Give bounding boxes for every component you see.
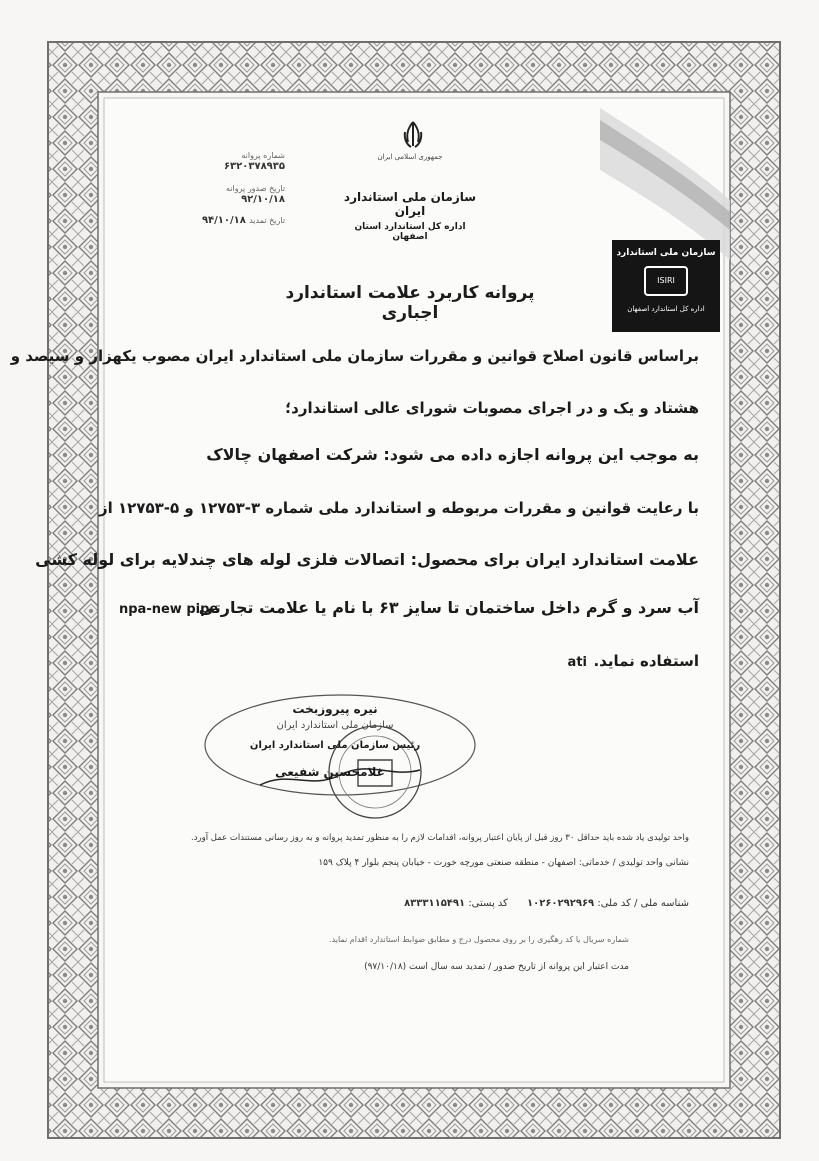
standard-seal bbox=[612, 240, 720, 332]
renew-date-value: ۹۴/۱۰/۱۸ bbox=[201, 215, 246, 226]
footer-address: نشانی واحد تولیدی / خدماتی: اصفهان - منطقه صنعتی مورچه خورت - خیابان پنجم بلوار ۴ پلاک ۱۵۹ bbox=[318, 858, 689, 868]
iran-emblem-icon bbox=[396, 118, 430, 152]
body-line-3: به موجب این پروانه اجازه داده می شود: شرکت اصفهان چالاک bbox=[206, 445, 699, 464]
postal-code-value: ۸۳۳۳۱۱۵۴۹۱ bbox=[404, 898, 466, 909]
seal-top-text: سازمان ملی استاندارد bbox=[616, 248, 716, 258]
renew-date bbox=[180, 215, 285, 226]
footer-note: واحد تولیدی یاد شده باید حداقل ۳۰ روز قبل از پایان اعتبار پروانه، اقدامات لازم را به منظور تمدید پروانه و به روز رسانی مستندات عمل آورد. bbox=[191, 833, 689, 843]
body-line-4: با رعایت قوانین و مقررات مربوطه و استاندارد ملی شماره ۳-۱۲۷۵۳ و ۵-۱۲۷۵۳ از bbox=[99, 499, 699, 517]
seal-logo-icon bbox=[644, 266, 688, 296]
national-id-label: شناسه ملی / کد ملی: bbox=[597, 898, 689, 909]
issue-date bbox=[180, 183, 285, 205]
org-department: اداره کل استاندارد استان اصفهان bbox=[354, 222, 466, 242]
renew-date-label: تاریخ تمدید bbox=[249, 216, 285, 225]
validity-note-1: شماره سریال یا کد رهگیری را بر روی محصول درج و مطابق ضوابط استاندارد اقدام نماید. bbox=[328, 935, 629, 944]
emblem-caption: جمهوری اسلامی ایران bbox=[377, 153, 443, 161]
postal-code-label: کد پستی: bbox=[468, 898, 508, 909]
license-number bbox=[180, 150, 285, 172]
issue-date-value: ۹۲/۱۰/۱۸ bbox=[241, 194, 285, 205]
seal-logo-text: ISIRI bbox=[657, 276, 675, 285]
body-line-1: براساس قانون اصلاح قوانین و مقررات سازمان ملی استاندارد ایران مصوب یکهزار و سیصد و bbox=[10, 347, 699, 365]
trade-name-2: ati bbox=[567, 655, 587, 670]
body-line-7 bbox=[379, 652, 699, 676]
body-line-6 bbox=[119, 598, 699, 622]
issue-date-label: تاریخ صدور پروانه bbox=[226, 184, 285, 193]
body-line-7-text: استفاده نماید. bbox=[593, 652, 699, 670]
signatory-name: نیره پیروزبخت bbox=[292, 702, 378, 716]
stamp-text: سازمان ملی استاندارد ایران bbox=[276, 720, 394, 731]
body-line-2: هشتاد و یک و در اجرای مصوبات شورای عالی استاندارد؛ bbox=[285, 399, 699, 417]
national-id-value: ۱۰۲۶۰۲۹۲۹۶۹ bbox=[527, 898, 595, 909]
signatory-title: رئیس سازمان ملی استاندارد ایران bbox=[249, 740, 421, 751]
body-line-6-text: آب سرد و گرم داخل ساختمان تا سایز ۶۳ با نام یا علامت تجارتی bbox=[198, 598, 699, 617]
document-title: پروانه کاربرد علامت استاندارد اجباری bbox=[285, 283, 535, 323]
license-number-label: شماره پروانه bbox=[241, 151, 285, 160]
org-name: سازمان ملی استاندارد ایران bbox=[343, 190, 477, 218]
seal-bottom-text: اداره کل استاندارد اصفهان bbox=[627, 305, 705, 313]
license-number-value: ۶۳۲۰۳۷۸۹۳۵ bbox=[223, 161, 285, 172]
validity-note-2: مدت اعتبار این پروانه از تاریخ صدور / تمدید سه سال است (۹۷/۱۰/۱۸) bbox=[364, 962, 629, 972]
deputy-name: غلامحسین شفیعی bbox=[275, 765, 385, 779]
body-line-5: علامت استاندارد ایران برای محصول: اتصالات فلزی لوله های چندلایه برای لوله کشی bbox=[35, 550, 699, 569]
trade-name-1: npa-new pipe bbox=[119, 602, 219, 617]
footer-ids bbox=[404, 898, 689, 909]
